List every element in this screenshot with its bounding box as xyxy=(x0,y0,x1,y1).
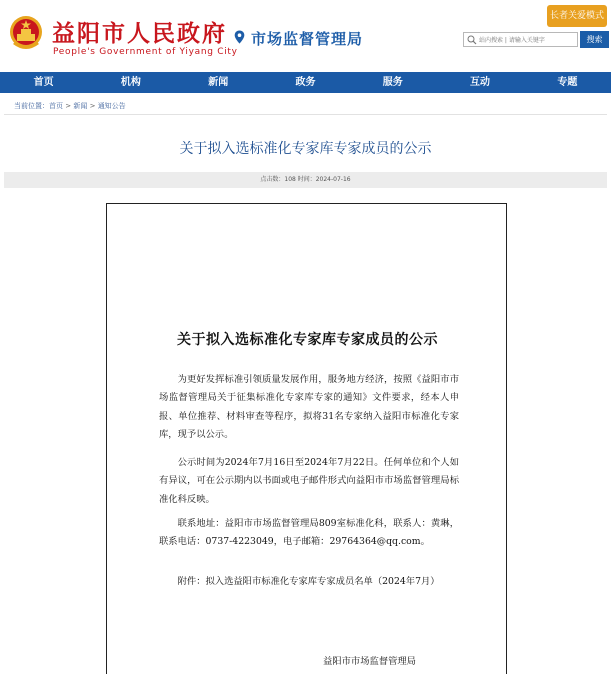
document-attachment: 附件：拟入选益阳市标准化专家库专家成员名单（2024年7月） xyxy=(177,576,440,587)
search-button[interactable]: 搜索 xyxy=(580,31,609,48)
nav-item-interaction[interactable]: 互动 xyxy=(470,77,491,88)
document-paragraph: 联系地址：益阳市市场监督管理局809室标准化科，联系人：黄琳，联系电话：0737-4223049，电子邮箱：29764364@qq.com。 xyxy=(159,518,459,548)
breadcrumb-home[interactable]: 首页 xyxy=(49,102,63,110)
bureau-name[interactable]: 市场监督管理局 xyxy=(251,30,364,48)
breadcrumb-news[interactable]: 新闻 xyxy=(73,102,88,110)
document-image xyxy=(106,203,507,674)
document-signature: 益阳市市场监督管理局 xyxy=(323,656,416,667)
elder-mode-button[interactable]: 长者关爱模式 xyxy=(547,5,607,27)
document-paragraph: 公示时间为2024年7月16日至2024年7月22日。任何单位和个人如有异议，可在公示期内以书面或电子邮件形式向益阳市市场监督管理局标准化科反映。 xyxy=(159,457,459,505)
breadcrumb-notices[interactable]: 通知公告 xyxy=(97,102,126,110)
breadcrumb-separator: > xyxy=(89,102,96,110)
national-emblem-icon[interactable] xyxy=(8,14,44,54)
main-nav xyxy=(0,72,611,93)
site-subtitle: People's Government of Yiyang City xyxy=(53,47,238,57)
breadcrumb-separator: > xyxy=(65,102,72,110)
divider xyxy=(4,114,607,115)
nav-item-topics[interactable]: 专题 xyxy=(557,77,578,88)
search-box xyxy=(463,32,578,47)
document-title: 关于拟入选标准化专家库专家成员的公示 xyxy=(177,332,438,348)
nav-item-news[interactable]: 新闻 xyxy=(208,77,229,88)
article-meta: 点击数：108 时间：2024-07-16 xyxy=(4,172,607,188)
site-title[interactable]: 益阳市人民政府 xyxy=(52,20,227,47)
breadcrumb xyxy=(14,101,126,111)
location-pin-icon xyxy=(234,30,245,44)
nav-item-organization[interactable]: 机构 xyxy=(120,77,141,88)
nav-item-services[interactable]: 服务 xyxy=(382,77,403,88)
page-title: 关于拟入选标准化专家库专家成员的公示 xyxy=(179,141,432,157)
document-paragraph: 为更好发挥标准引领质量发展作用，服务地方经济，按照《益阳市市场监督管理局关于征集标准化专家库专家的通知》文件要求，经本人申报、单位推荐、材料审查等程序，拟将31名专家纳入益阳市标准化专家库，现予以公示。 xyxy=(159,374,459,441)
nav-item-home[interactable]: 首页 xyxy=(33,77,54,88)
search-icon xyxy=(467,35,477,45)
breadcrumb-label: 当前位置： xyxy=(14,102,49,110)
nav-item-government-affairs[interactable]: 政务 xyxy=(295,77,316,88)
site-header xyxy=(0,0,611,70)
search-input[interactable] xyxy=(479,34,576,46)
